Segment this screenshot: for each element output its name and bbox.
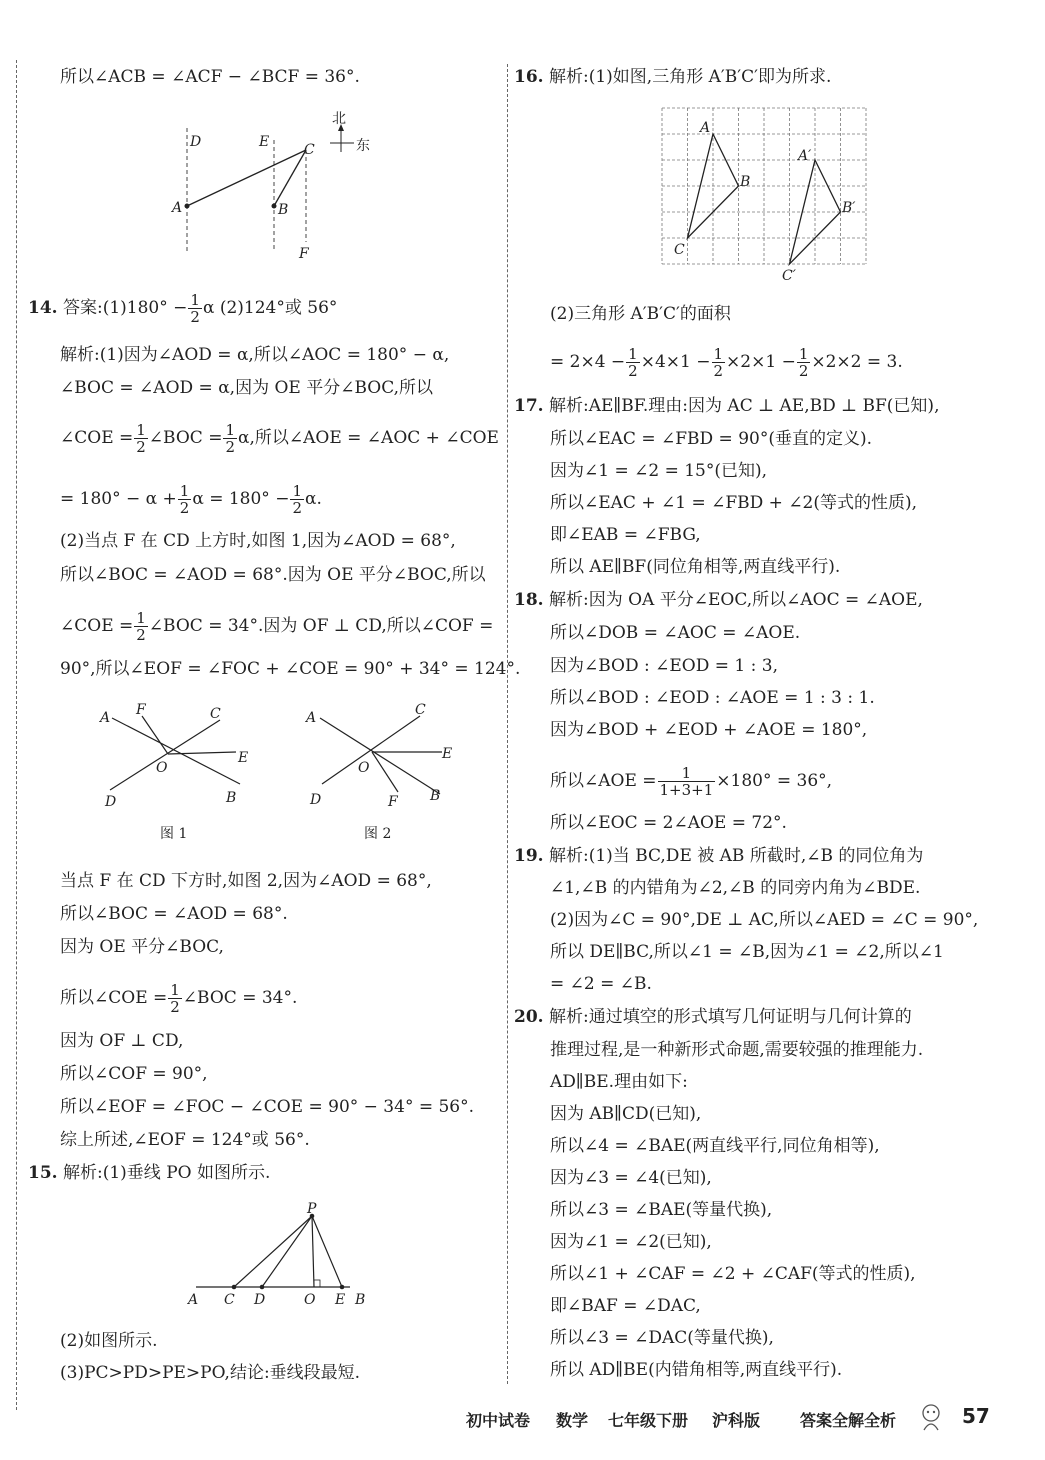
page-number: 57 bbox=[962, 1404, 990, 1428]
text-line: = ∠2 = ∠B. bbox=[550, 974, 652, 994]
label-a-prime: A′ bbox=[798, 148, 812, 164]
text-line: 所以∠EOC = 2∠AOE = 72°. bbox=[550, 813, 787, 833]
question-number: 18. bbox=[514, 590, 544, 610]
text-line: 因为 AB∥CD(已知), bbox=[550, 1104, 702, 1124]
text-line: (2)三角形 A′B′C′的面积 bbox=[550, 304, 731, 324]
question-20: 20. 解析:通过填空的形式填写几何证明与几何计算的 bbox=[514, 1007, 912, 1027]
text-line: 因为 OE 平分∠BOC, bbox=[60, 937, 224, 957]
footer-series: 初中试卷 bbox=[466, 1411, 531, 1430]
label-d: D bbox=[254, 1292, 266, 1308]
binding-margin-line bbox=[16, 60, 17, 1410]
text-line: 所以∠ACB = ∠ACF − ∠BCF = 36°. bbox=[60, 67, 360, 87]
text-line: (2)当点 F 在 CD 上方时,如图 1,因为∠AOD = 68°, bbox=[60, 531, 456, 551]
text-line: 所以∠4 = ∠BAE(两直线平行,同位角相等), bbox=[550, 1136, 880, 1156]
text-line: (3)PC>PD>PE>PO,结论:垂线段最短. bbox=[60, 1363, 361, 1383]
question-19: 19. 解析:(1)当 BC,DE 被 AB 所截时,∠B 的同位角为 bbox=[514, 846, 924, 866]
figure-caption: 图 1 bbox=[160, 826, 188, 842]
footer-grade: 七年级下册 bbox=[608, 1411, 689, 1430]
text-line: 所以∠DOB = ∠AOC = ∠AOE. bbox=[550, 623, 801, 643]
text-line: ∠1,∠B 的内错角为∠2,∠B 的同旁内角为∠BDE. bbox=[550, 878, 921, 898]
text-line: 所以∠BOD : ∠EOD : ∠AOE = 1 : 3 : 1. bbox=[550, 688, 875, 708]
text-line: 所以∠BOC = ∠AOD = 68°.因为 OE 平分∠BOC,所以 bbox=[60, 565, 486, 585]
text-line: 解析:(1)因为∠AOD = α,所以∠AOC = 180° − α, bbox=[60, 345, 450, 365]
figure-caption: 图 2 bbox=[364, 826, 392, 842]
text-line: 所以∠EAC + ∠1 = ∠FBD + ∠2(等式的性质), bbox=[550, 493, 918, 513]
label-f: F bbox=[388, 794, 398, 810]
question-15: 15. 解析:(1)垂线 PO 如图所示. bbox=[28, 1163, 271, 1183]
east-label: 东 bbox=[356, 138, 370, 154]
question-17: 17. 解析:AE∥BF.理由:因为 AC ⊥ AE,BD ⊥ BF(已知), bbox=[514, 396, 940, 416]
question-number: 19. bbox=[514, 846, 544, 866]
figure-direction-diagram bbox=[160, 100, 400, 270]
label-c: C bbox=[674, 242, 685, 258]
label-a: A bbox=[100, 710, 111, 726]
answer-text: 答案:(1)180° − bbox=[62, 298, 188, 318]
text-line: 90°,所以∠EOF = ∠FOC + ∠COE = 90° + 34° = 124°. bbox=[60, 659, 521, 679]
label-o: O bbox=[304, 1292, 316, 1308]
north-label: 北 bbox=[332, 111, 346, 127]
figure-15 bbox=[180, 1200, 380, 1310]
label-b: B bbox=[226, 790, 237, 806]
text-line: 因为∠BOD + ∠EOD + ∠AOE = 180°, bbox=[550, 720, 868, 740]
text-line: 推理过程,是一种新形式命题,需要较强的推理能力. bbox=[550, 1040, 924, 1060]
text-line: 所以 DE∥BC,所以∠1 = ∠B,因为∠1 = ∠2,所以∠1 bbox=[550, 942, 944, 962]
text-line: 所以∠3 = ∠DAC(等量代换), bbox=[550, 1328, 774, 1348]
text-line: 因为∠3 = ∠4(已知), bbox=[550, 1168, 712, 1188]
label-a: A bbox=[172, 200, 183, 216]
label-d: D bbox=[190, 134, 202, 150]
text-line: (2)如图所示. bbox=[60, 1331, 158, 1351]
label-a: A bbox=[306, 710, 317, 726]
label-c: C bbox=[210, 706, 221, 722]
text-line: 所以∠AOE = $\frac{1}{1+3+1}$ ×180° = 36°, bbox=[550, 764, 833, 799]
question-18: 18. 解析:因为 OA 平分∠EOC,所以∠AOC = ∠AOE, bbox=[514, 590, 923, 610]
label-a: A bbox=[700, 120, 711, 136]
text-line: 所以∠EOF = ∠FOC − ∠COE = 90° − 34° = 56°. bbox=[60, 1097, 475, 1117]
text-line: 所以∠1 + ∠CAF = ∠2 + ∠CAF(等式的性质), bbox=[550, 1264, 916, 1284]
figure-2 bbox=[300, 696, 480, 846]
text-line: 因为 OF ⊥ CD, bbox=[60, 1031, 184, 1051]
label-e: E bbox=[442, 746, 453, 762]
footer-answers: 答案全解全析 bbox=[800, 1411, 897, 1430]
mascot-icon bbox=[918, 1402, 944, 1432]
text-line: 所以∠BOC = ∠AOD = 68°. bbox=[60, 904, 288, 924]
figure-1 bbox=[90, 696, 270, 846]
question-number: 17. bbox=[514, 396, 544, 416]
label-a: A bbox=[188, 1292, 199, 1308]
label-d: D bbox=[105, 794, 117, 810]
text-line: 所以 AE∥BF(同位角相等,两直线平行). bbox=[550, 557, 841, 577]
text-line: 综上所述,∠EOF = 124°或 56°. bbox=[60, 1130, 310, 1150]
footer-subject: 数学 bbox=[556, 1411, 589, 1430]
text-line: ∠COE = $\frac{1}{2}$ ∠BOC = 34°.因为 OF ⊥ CD,所以∠COF = bbox=[60, 609, 494, 644]
label-o: O bbox=[358, 760, 370, 776]
question-number: 20. bbox=[514, 1007, 544, 1027]
question-number: 16. bbox=[514, 67, 544, 87]
label-e: E bbox=[335, 1292, 346, 1308]
text-line: 因为∠BOD : ∠EOD = 1 : 3, bbox=[550, 656, 778, 676]
label-f: F bbox=[136, 702, 146, 718]
text-line: 即∠EAB = ∠FBG, bbox=[550, 525, 701, 545]
column-divider bbox=[507, 64, 508, 1384]
text-line: 所以∠COE = $\frac{1}{2}$ ∠BOC = 34°. bbox=[60, 981, 298, 1016]
footer-edition: 沪科版 bbox=[712, 1411, 761, 1430]
label-o: O bbox=[156, 760, 168, 776]
text-line: = 180° − α + $\frac{1}{2}$ α = 180° − $\frac{1}{2}$ α. bbox=[60, 482, 322, 517]
figure-16-grid bbox=[650, 100, 880, 290]
question-16: 16. 解析:(1)如图,三角形 A′B′C′即为所求. bbox=[514, 67, 832, 87]
label-f: F bbox=[299, 246, 309, 262]
label-e: E bbox=[238, 750, 249, 766]
question-number: 14. bbox=[28, 298, 58, 318]
label-c: C bbox=[224, 1292, 235, 1308]
question-number: 15. bbox=[28, 1163, 58, 1183]
question-14-answer bbox=[28, 292, 337, 325]
text-line: 当点 F 在 CD 下方时,如图 2,因为∠AOD = 68°, bbox=[60, 871, 432, 891]
label-b: B bbox=[740, 174, 751, 190]
text-line: 所以∠EAC = ∠FBD = 90°(垂直的定义). bbox=[550, 429, 873, 449]
label-b: B bbox=[355, 1292, 366, 1308]
label-c: C bbox=[415, 702, 426, 718]
label-c-prime: C′ bbox=[782, 268, 796, 284]
text-line: (2)因为∠C = 90°,DE ⊥ AC,所以∠AED = ∠C = 90°, bbox=[550, 910, 979, 930]
text-line: 因为∠1 = ∠2(已知), bbox=[550, 1232, 712, 1252]
fraction: $\frac{1}{2}$ bbox=[190, 291, 200, 326]
text-line: 因为∠1 = ∠2 = 15°(已知), bbox=[550, 461, 768, 481]
answer-text: α (2)124°或 56° bbox=[202, 298, 338, 318]
label-c: C bbox=[304, 142, 315, 158]
label-b: B bbox=[430, 788, 441, 804]
label-b: B bbox=[278, 202, 289, 218]
label-p: P bbox=[307, 1201, 317, 1217]
text-line: 所以∠COF = 90°, bbox=[60, 1064, 208, 1084]
text-line: = 2×4 − $\frac{1}{2}$ ×4×1 − $\frac{1}{2}$ ×2×1 − $\frac{1}{2}$ ×2×2 = 3. bbox=[550, 345, 903, 380]
text-line: ∠COE = $\frac{1}{2}$ ∠BOC = $\frac{1}{2}$ α,所以∠AOE = ∠AOC + ∠COE bbox=[60, 421, 499, 456]
text-line: 所以 AD∥BE(内错角相等,两直线平行). bbox=[550, 1360, 843, 1380]
text-line: AD∥BE.理由如下: bbox=[550, 1072, 688, 1092]
text-line: 所以∠3 = ∠BAE(等量代换), bbox=[550, 1200, 773, 1220]
label-e: E bbox=[259, 134, 270, 150]
label-d: D bbox=[310, 792, 322, 808]
text-line: 即∠BAF = ∠DAC, bbox=[550, 1296, 701, 1316]
text-line: ∠BOC = ∠AOD = α,因为 OE 平分∠BOC,所以 bbox=[60, 378, 434, 398]
label-b-prime: B′ bbox=[842, 200, 856, 216]
